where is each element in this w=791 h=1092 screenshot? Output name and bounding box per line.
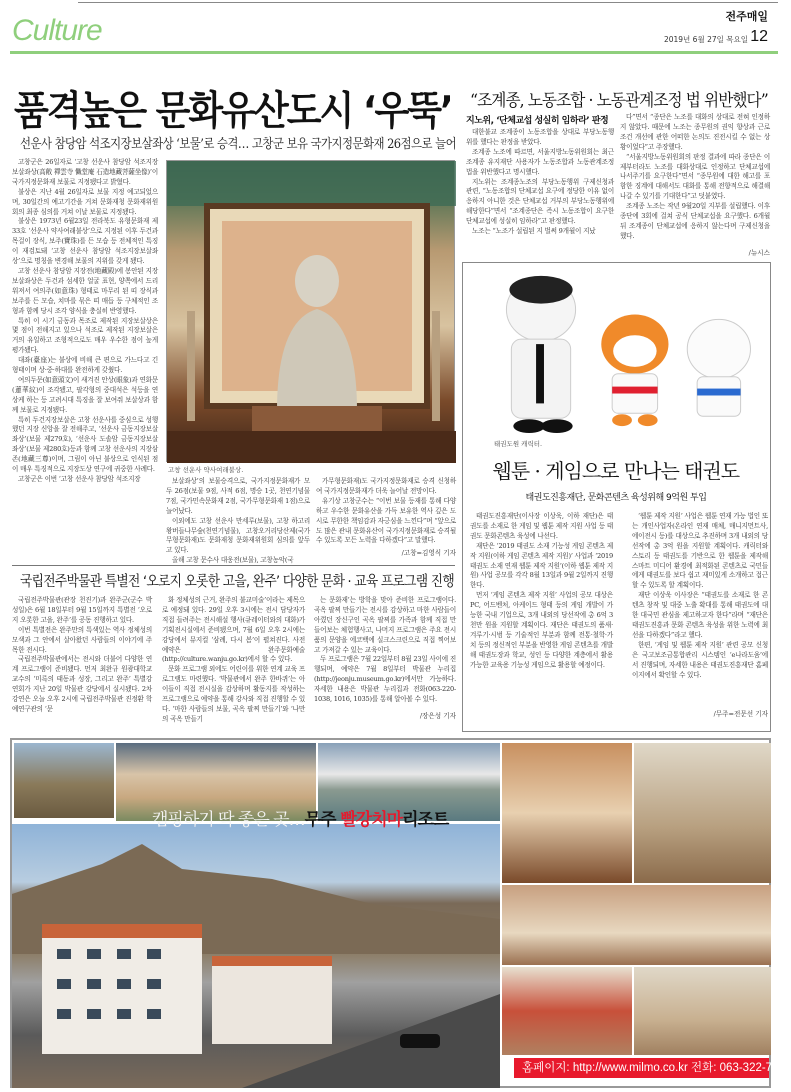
ad-slogan [152,805,448,830]
paragraph: 국립전주박물관에서는 전시와 더불어 다양한 연계 프로그램이 준비됐다. 먼저 최완규 원광대학교 교수의 ‘미륵의 태동과 성장, 그리고 완주’ 특별강연회가 지난 20일 박물관 강당에서 실시됐다. 2차 강연은 오늘 오후 2시에 국립전주박물관 진정환 학예연구관의 ‘문 [12,655,152,713]
article-headline: 웹툰 · 게임으로 만나는 태권도 [492,459,740,483]
header-rule [10,51,778,54]
paragraph: 고창 선운사 참당암 지장전(地藏殿)에 봉안된 지장보살좌상은 두건과 섬세한 얼굴 표현, 양쪽에서 드리워져서 여의주(如意珠) 형태로 마무리 된 띠 장식과 보주를 든 모습, 치마를 묶은 띠 매듭 등 구체적인 조형과 함께 당시 조각 양식을 충실히 반영했다. [12,266,158,315]
byline: /뉴시스 [748,249,770,257]
buddha-statue-photo [166,160,455,462]
slogan-end: 리조트 [402,810,449,830]
article-column [466,128,614,257]
byline: /고창=김영식 기자 [401,549,456,557]
article-headline: 국립전주박물관 특별전 ‘오로지 오롯한 고을, 완주’ 다양한 문화 · 교육 프로그램 진행 [20,574,454,590]
issue-date: 2019년 6월 27일 목요일 [663,35,748,44]
paragraph: 다”면서 “종단은 노조를 대화의 상대로 전혀 인정하지 않았다. 때문에 노조는 종무원의 권익 향상과 근로조건 개선에 관한 어떠한 논의도 진전시킬 수 없는 상황이었다”고 주장했다. [620,113,770,151]
paragraph: 이외에도 고창 선운사 만세루(보물), 고창 하고리 왕버들나무숲(천연기념물), 고창오거리당산제(국가무형문화재)도 문화재청 문화재위원회 심의를 앞두고 있다. [166,516,310,555]
slogan-place: 무주 [304,810,341,830]
paragraph: 화 정체성의 근거, 완주의 불교미술’이라는 제목으로 예정돼 있다. 29일 오후 3시에는 전시 담당자가 직접 들려주는 전시해설 행사(큐레이터와의 대화)가 기획전시실에서 준비됐으며, 7월 6일 오후 2시에는 강당에서 뮤지컬 ‘삼례, 다시 봄’이 펼쳐진다. 사전 예약은 완주문화예술(http://culture.wanju.go.kr)에서 할 수 있다. [162,596,305,664]
article-column [632,512,768,700]
paragraph: 두 프로그램은 7월 22일부터 8월 23일 사이에 진행되며, 예약은 7월 8일부터 박물관 누리집(http://jeonju.museum.go.kr)에서만 가능하다. 자세한 내용은 박물관 누리집과 전화(063-220-1038, 1016, 1035)를 통해 알아볼 수 있다. [314,655,456,704]
byline: /장은성 기자 [419,712,456,720]
paragraph: 는 문화재’는 방학을 맞아 준비한 프로그램이다. 곡옥 팔찌 만들기는 전시를 감상하고 마한 사람들이 아꼈던 장신구인 곡옥 팔찌를 가족과 함께 직접 만들어보는 체험행사고, 나머지 프로그램은 주요 전시품의 문양을 에코백에 실크스크린으로 직접 찍어보고 가져갈 수 있는 교육이다. [314,596,456,654]
paragraph: “서울지방노동위원회의 판정 결과에 따라 종단은 이제부터라도 노조를 대화상대로 인정하고 단체교섭에 나서주기를 요구한다”면서 “종무원에 대한 해고를 포함한 징계에 대해서도 대화를 통해 전향적으로 해결해 나갈 수 있기를 기대한다”고 덧붙였다. [620,152,770,201]
paragraph: 특히 이 시기 금동과 목조로 제작된 지장보살상은 몇 점이 전해지고 있으나 석조로 제작된 지장보살은 거의 유일하고 조형적으로도 매우 우수한 점이 높게 평가됐다. [12,316,158,355]
newspaper-name: 전주매일 [725,10,768,23]
byline: /무주=전문선 기자 [713,710,768,718]
photo-caption: 태권도원 캐릭터. [494,440,543,448]
paragraph: 불상은 지난 4월 26일자로 보물 지정 예고되었으며, 30일간의 예고기간을 거쳐 문화재청 문화재위원회의 최종 심의를 거쳐 이날 보물로 지정됐다. [12,187,158,216]
paragraph: 국립전주박물관(관장 천진기)과 완주군(군수 박성일)은 6월 18일부터 9월 15일까지 특별전 ‘오로지 오롯한 고을, 완주’를 공동 진행하고 있다. [12,596,152,624]
paragraph: 재단 이상욱 이사장은 “태권도를 소재로 한 콘텐츠 창작 및 대중 노출 확대를 통해 태권도에 대한 대국민 관심을 제고하고자 한다”라며 “재단은 태권도진흥과 문화 콘텐츠 육성을 위한 노력에 최선을 다하겠다”라고 했다. [632,591,768,639]
taekwondo-characters-image [490,270,760,436]
paragraph: 문화 프로그램 외에도 어린이를 위한 연계 교육 프로그램도 마련했다. ‘박물관에서 완주 한바퀴’는 아이들이 직접 전시실을 감상하며 활동지를 작성하는 프로그램으로 예약을 통해 강사와 직접 진행할 수 있다. ‘마한 사람들의 보물, 곡옥 팔찌 만들기’와 ‘나만의 곡옥 만들기 [162,665,305,723]
paragraph: 올해 고창 문수사 대웅전(보물), 고창농악(국 [172,556,294,565]
paragraph: 먼저 ‘게임 콘텐츠 제작 지원’ 사업의 공모 대상은 PC, 어드벤처, 아케이드 형태 등의 게임 개발이 가능한 국내 기업으로, 3개 내외의 당선작에 총 6억 3천만 원을 지원할 계획이다. 재단은 태권도의 품새·겨루기·시범 등 기술적인 부분과 함께 전통·철학·가치 등의 정신적인 부분을 반영한 게임 콘텐츠를 개발해 태권도장과 학교, 성인 등 다양한 계층에서 활용 가능한 교육용 기능성 게임으로 활용할 예정이다. [470,591,613,669]
paragraph: 보살좌상’의 보물승격으로, 국가지정문화재가 모두 26점(보물 9점, 사적 6점, 명승 1곳, 천연기념물 7점, 국가민속문화재 2점, 국가무형문화재 1점)으로 늘어났다. [166,477,310,515]
photo-caption: 고창 선운사 약사여래불상. [168,466,244,474]
resort-main-photo [12,824,500,1088]
paragraph: 불상은 1973년 6월23일 전라북도 유형문화재 제33호 ‘선운사 약사여래불상’으로 지정된 이후 두건과 목걸이 장식, 보주(寶珠)를 든 모습 등 전체적인 특징이 재검토돼 ‘고창 선운사 참당암 석조지장보살좌상’으로 명칭을 변경해 보물의 지위를 갖게 됐다. [12,217,158,266]
paragraph: 태권도진흥재단(이사장 이상욱, 이하 재단)은 태권도를 소재로 한 게임 및 웹툰 제작 지원 사업 등 태권도 문화콘텐츠 육성에 나선다. [470,512,613,540]
paragraph: 대한불교 조계종이 노동조합을 상대로 부당노동행위를 했다는 판정을 받았다. [466,128,614,146]
resort-advertisement [10,738,791,1088]
divider [12,565,455,566]
paragraph: 한편, ‘게임 및 웹툰 제작 지원’ 관련 공모 신청은 국고보조금통합관리 시스템인 ‘e나라도움’에서 진행되며, 자세한 내용은 태권도진흥재단 홈페이지에서 확인할 수 있다. [632,640,768,679]
page-number: 12 [750,28,768,45]
article-headline: 품격높은 문화유산도시 ‘우뚝’ [14,88,452,134]
article-headline: “조계종, 노동조합 · 노동관계조정 법 위반했다” [470,91,768,111]
paragraph: 고창군은 이번 ‘고창 선운사 참당암 석조지장 [18,475,141,483]
paragraph: 고창군은 26일자로 ‘고창 선운사 참당암 석조지장보살좌상(高敞 禪雲寺 懺堂庵 石造地藏菩薩坐像)’이 국가지정문화재 보물로 지정됐다고 밝혔다. [12,158,158,186]
resort-photo-landscape [14,743,114,818]
article-column [314,596,456,705]
article-column [162,596,305,721]
article-column [166,477,310,565]
paragraph: 특히 두건지장보살은 고창 선운사를 중심으로 성행했던 지장 신앙을 잘 전해주고, ‘선운사 금동지장보살좌상’(보물 제279호), ‘선운사 도솔암 금동지장보살좌상’(보물 제280호)등과 함께 고창 선운사의 지장삼존(地藏三尊)이며, 그림이 아닌 불상으로 인식된 점이 매우 특징적으로 지장도상 연구에 귀중한 사례다. [12,415,158,474]
resort-photo-room [634,743,771,883]
paragraph: 재단은 ‘2019 태권도 소재 기능성 게임 콘텐츠 제작 지원(이하 게임 콘텐츠 제작 지원)’ 사업과 ‘2019 태권도 소재 연재 웹툰 제작 지원’(이하 웹툰 제작 지원) 사업 공모를 각각 8월 13일과 9월 2일까지 진행한다. [470,541,613,590]
article-column [12,158,158,556]
paragraph: 가무형문화재)도 국가지정문화재로 승격 신청하여 국가지정문화재가 더욱 늘어날 전망이다. [316,477,456,495]
article-column [470,512,613,720]
paragraph: 이번 특별전은 완주만의 특색있는 역사 정체성의 모색과 그 안에서 살아왔던 사람들의 이야기에 주목한 전시다. [12,625,152,654]
slogan-highlight: 빨강치마 [340,810,403,830]
resort-photo-interior [502,885,771,965]
paragraph: 대좌(臺座)는 불상에 비해 큰 편으로 가느다고 긴 형태이며 상·중·하대를 완전하게 갖췄다. [12,356,158,375]
contact-bar: 홈페이지: http://www.milmo.co.kr 전화: 063-322-7000 [514,1058,769,1078]
article-column [12,596,152,721]
slogan-light: 캠핑하기 딱 좋은 곳… [152,810,305,830]
paragraph: 여의두문(如意頭文)이 새겨진 안상(眼象)과 연화문(蓮華紋)이 조각됐고, 팔각형의 중대석은 석등을 연상케 하는 등 고려시대 특징을 잘 보여줘 보살상과 함께 보물로 지정됐다. [12,375,158,414]
paragraph: 유기상 고창군수는 “이번 보물 등재를 통해 다양하고 우수한 문화유산을 가득 보유한 역사 깊은 도시로 무한한 책임감과 자긍심을 느낀다”며 “앞으로도 많은 관내 문화유산이 국가지정문화재로 승격될 수 있도록 모든 노력을 다하겠다”고 말했다. [316,496,456,545]
paragraph: 조계종 노조는 작년 9월20일 지부를 설립했다. 이후 종단에 3회에 걸쳐 공식 단체교섭을 요구했다. 6개월 뒤 조계종이 단체교섭에 응하지 않는다며 구제신청을 했다. [620,202,770,240]
article-subheadline: 태권도진흥재단, 문화콘텐츠 육성위해 9억원 투입 [525,493,707,503]
paragraph: 지노위는 조계종노조의 부당노동행위 구제신청과 관련, “노동조합의 단체교섭 요구에 정당한 이유 없이 응하지 아니한 것은 단체교섭 거부의 부당노동행위에 해당한다”면서 “조계종단은 즉시 노동조합이 요구한 단체교섭에 성실히 임하라”고 판정했다. [466,177,614,226]
article-subheadline: 지노위, ‘단체교섭 성실히 임하라’ 판정 [466,116,609,126]
paragraph: 조계종 노조에 따르면, 서울지방노동위원회는 최근 조계종 유지재단 사용자가 노동조합과 노동관계조정법을 위반했다고 명시했다. [466,147,614,176]
resort-photo-shop [502,967,632,1055]
top-rule [78,2,778,3]
paragraph: ‘웹툰 제작 지원’ 사업은 웹툰 연재 가능 법인 또는 개인사업자(온라인 연재 매체, 매니지먼트사, 에이전시 등)를 대상으로 추진하며 3개 내외의 당선작에 총 3억 원을 지원할 계획이다. 캐릭터와 스토리 등 태권도를 기반으로 한 웹툰을 제작해 스마트 미디어 환경에 최적화된 콘텐츠로 국민들에게 태권도를 보다 쉽고 재미있게 소개하고 접근할 수 있도록 할 계획이다. [632,512,769,590]
resort-photo-bedroom [502,743,632,883]
resort-photo-dining [634,967,771,1055]
section-title: Culture [12,14,102,47]
article-subheadline: 선운사 참당암 석조지장보살좌상 ‘보물’로 승격… 고창군 보유 국가지정문화재 26점으로 늘어 [20,137,457,152]
article-column [620,113,770,242]
article-column [316,477,456,545]
paragraph: 노조는 “노조가 설립된 지 벌써 9개월이 지났 [472,227,596,236]
